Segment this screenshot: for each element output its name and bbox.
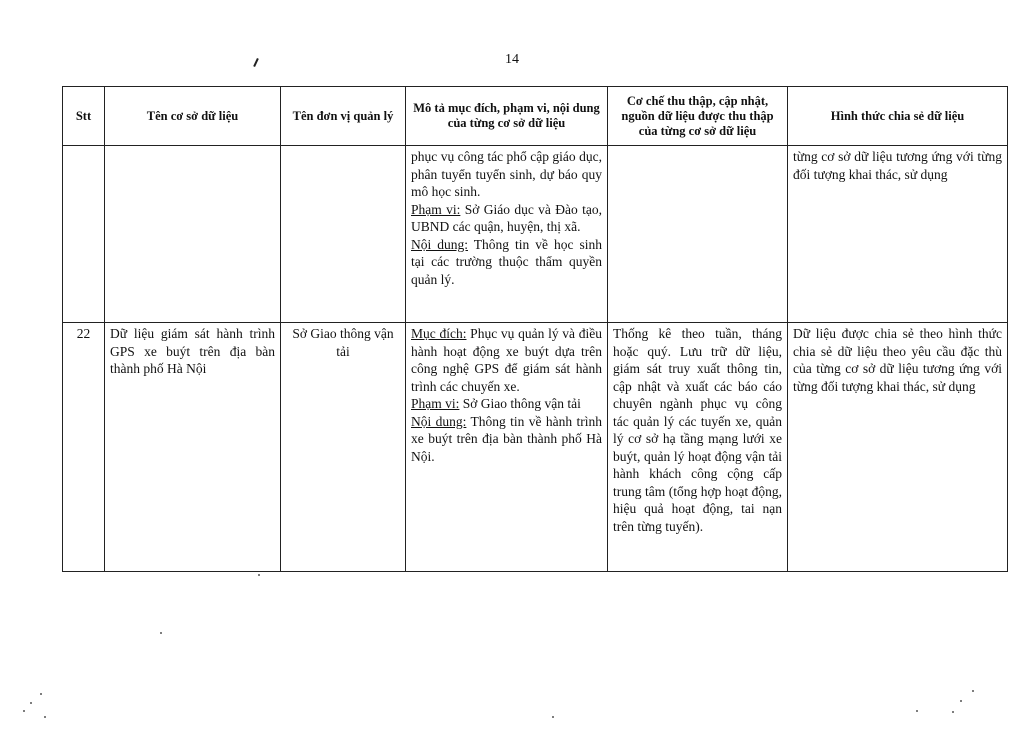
header-database-name: Tên cơ sở dữ liệu	[105, 87, 281, 146]
header-row	[63, 87, 1008, 146]
scan-speck	[258, 574, 260, 576]
cell-managing-unit	[281, 146, 406, 323]
cell-sharing-form: Dữ liệu được chia sẻ theo hình thức chia sẻ dữ liệu theo yêu cầu đặc thù của từng cơ sở dữ liệu tương ứng với từng đối tượng khai thác, sử dụng	[788, 323, 1008, 572]
scan-speck	[952, 711, 954, 713]
scan-speck	[23, 710, 25, 712]
cell-managing-unit: Sở Giao thông vận tải	[281, 323, 406, 572]
scan-speck	[552, 716, 554, 718]
scan-speck	[30, 702, 32, 704]
cell-collection-mechanism	[608, 146, 788, 323]
scope-text: Sở Giáo dục và Đào tạo, UBND các quận, huyện, thị xã.	[411, 201, 602, 234]
content-label: Nội dung:	[411, 413, 467, 429]
scan-speck	[960, 700, 962, 702]
content-text: Thông tin về học sinh tại các trường thuộc thẩm quyền quản lý.	[411, 236, 602, 287]
table-row-continued	[63, 146, 1008, 323]
scan-speck	[972, 690, 974, 692]
header-managing-unit: Tên đơn vị quản lý	[281, 87, 406, 146]
description-intro: phục vụ công tác phổ cập giáo dục, phân tuyển tuyển sinh, dự báo quy mô học sinh.	[411, 149, 602, 199]
cell-description	[406, 323, 608, 572]
purpose-text: Phục vụ quản lý và điều hành hoạt động xe buýt dựa trên công nghệ GPS để giám sát hành trình các chuyến xe.	[411, 326, 602, 394]
database-table	[62, 86, 1008, 572]
scope-text: Sở Giao thông vận tải	[459, 396, 581, 411]
table-row	[63, 323, 1008, 572]
cell-stt: 22	[63, 323, 105, 572]
header-stt: Stt	[63, 87, 105, 146]
content-text: Thông tin về hành trình xe buýt trên địa bàn thành phố Hà Nội.	[411, 413, 602, 464]
cell-database-name: Dữ liệu giám sát hành trình GPS xe buýt trên địa bàn thành phố Hà Nội	[105, 323, 281, 572]
header-description: Mô tả mục đích, phạm vi, nội dung của từng cơ sở dữ liệu	[406, 87, 608, 146]
header-sharing-form: Hình thức chia sẻ dữ liệu	[788, 87, 1008, 146]
scan-speck	[40, 693, 42, 695]
cell-collection-mechanism: Thống kê theo tuần, tháng hoặc quý. Lưu trữ dữ liệu, giám sát truy xuất thông tin, cập nhật và xuất các báo cáo chuyên ngành phục vụ công tác quản lý các tuyến xe, quản lý cơ sở hạ tầng mạng lưới xe buýt, quản lý hoạt động vận tải hành khách công cộng cấp trung tâm (tổng hợp hoạt động, hiệu quả hoạt động, tai nạn trên từng tuyến).	[608, 323, 788, 572]
cell-sharing-form: từng cơ sở dữ liệu tương ứng với từng đối tượng khai thác, sử dụng	[788, 146, 1008, 323]
cell-database-name	[105, 146, 281, 323]
page-number: 14	[505, 52, 519, 67]
scope-label: Phạm vi:	[411, 201, 461, 217]
header-collection-mechanism: Cơ chế thu thập, cập nhật, nguồn dữ liệu được thu thập của từng cơ sở dữ liệu	[608, 87, 788, 146]
scan-speck	[44, 716, 46, 718]
scope-label: Phạm vi:	[411, 396, 460, 411]
cell-description	[406, 146, 608, 323]
cell-stt	[63, 146, 105, 323]
purpose-label: Mục đích:	[411, 326, 467, 341]
scan-speck	[160, 632, 162, 634]
scan-speck	[916, 710, 918, 712]
content-label: Nội dung:	[411, 236, 468, 252]
